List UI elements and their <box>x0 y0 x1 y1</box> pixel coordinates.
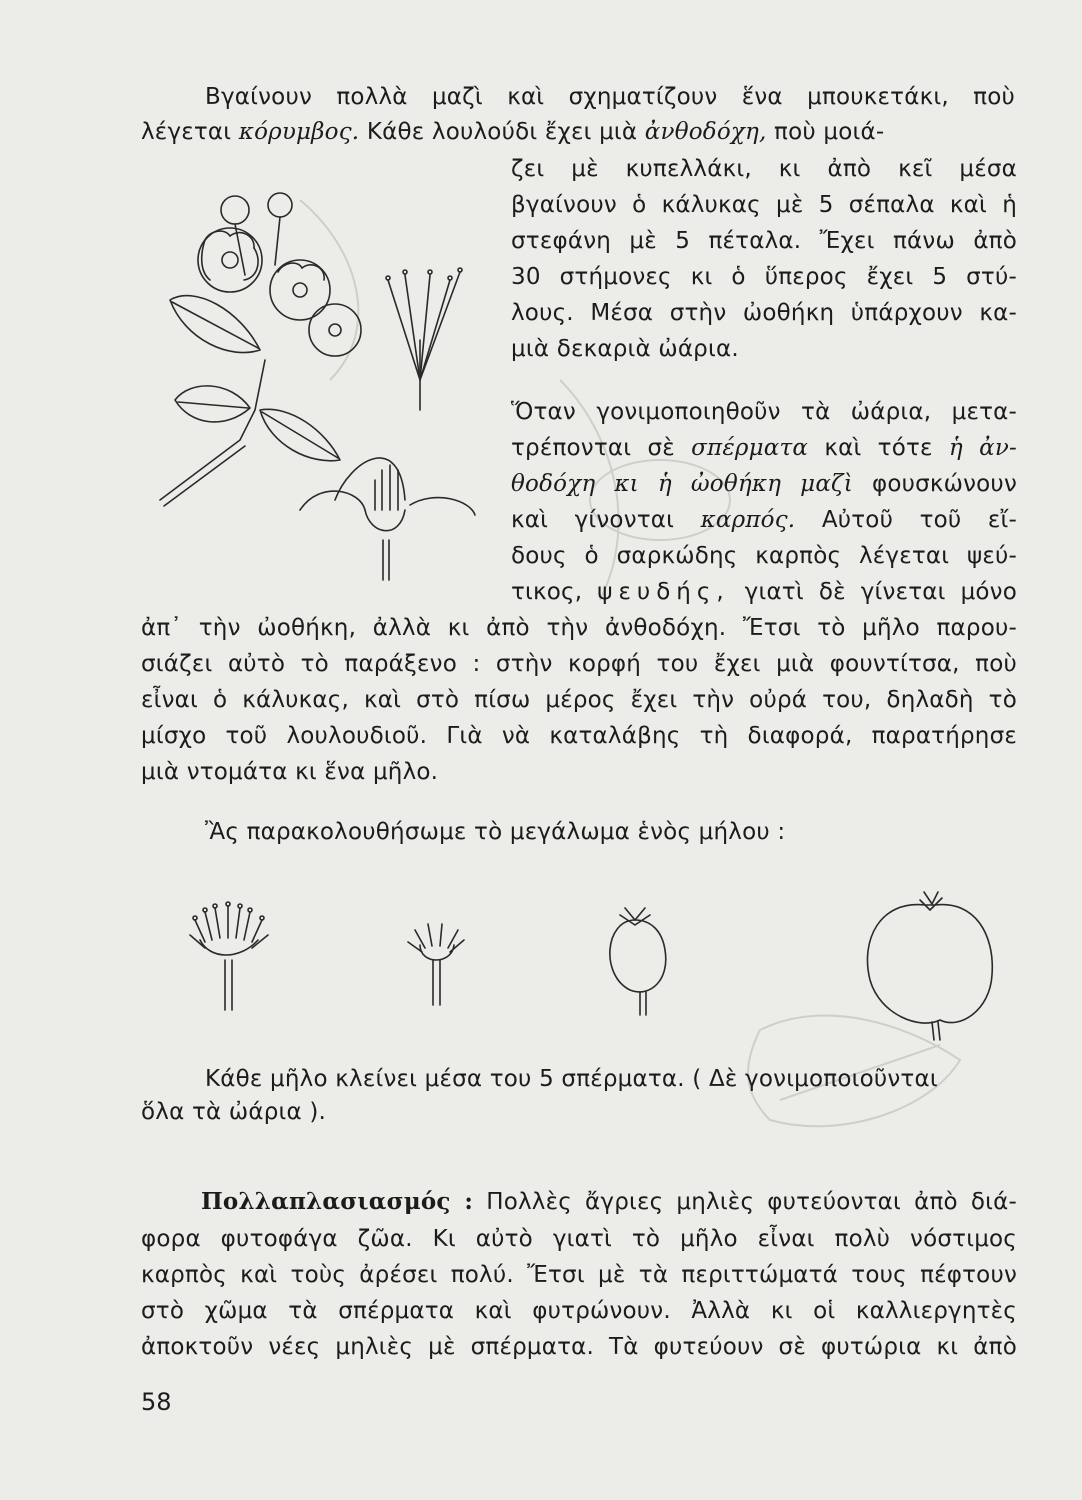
text-line <box>201 1187 1017 1217</box>
text-run: Πολλὲς ἄγριες μηλιὲς φυτεύονται ἀπὸ διά- <box>486 1189 1018 1215</box>
text-line: λους. Μέσα στὴν ὠοθήκη ὑπάρχουν κα- <box>511 300 1017 326</box>
text-line <box>511 577 1017 607</box>
text-run: Κάθε λουλούδι ἔχει μιὰ <box>366 119 638 145</box>
text-line: βγαίνουν ὁ κάλυκας μὲ 5 σέπαλα καὶ ἡ <box>511 192 1017 218</box>
text-run: ποὺ μοιά- <box>774 119 885 145</box>
text-line: Κάθε μῆλο κλείνει μέσα του 5 σπέρματα. ( Δὲ γονιμοποιοῦνται <box>205 1066 938 1092</box>
text-line: καρπὸς καὶ τοὺς ἀρέσει πολύ. Ἔτσι μὲ τὰ περιττώματά τους πέφτουν <box>141 1262 1017 1288</box>
term-korymvos: κόρυμβος. <box>238 119 360 145</box>
text-line: δους ὁ σαρκώδης καρπὸς λέγεται ψεύ- <box>511 543 1017 569</box>
text-line: στὸ χῶμα τὰ σπέρματα καὶ φυτρώνουν. Ἀλλὰ κι οἱ καλλιεργητὲς <box>141 1298 1017 1324</box>
section-heading: Πολλαπλασιασμός : <box>201 1188 474 1215</box>
stage-mature-apple <box>867 892 992 1040</box>
text-run: γιατὶ δὲ γίνεται μόνο <box>744 579 1018 605</box>
term-anthodochi-oothiki: θοδόχη κι ἡ ὠοθήκη μαζὶ <box>511 471 853 497</box>
text-line <box>511 469 1017 499</box>
term-anthodochi: ἀνθοδόχη, <box>644 119 767 145</box>
stage-growing-fruit <box>610 908 666 1015</box>
page-number: 58 <box>141 1388 172 1416</box>
text-line: Ὅταν γονιμοποιηθοῦν τὰ ὠάρια, μετα- <box>511 399 1017 425</box>
stage-flower <box>190 902 268 1010</box>
text-run: καὶ γίνονται <box>511 507 675 533</box>
text-line: μιὰ δεκαριὰ ὠάρια. <box>511 336 739 362</box>
text-line: Ἂς παρακολουθήσωμε τὸ μεγάλωμα ἑνὸς μήλου : <box>205 819 786 845</box>
text-run: φουσκώνουν <box>871 471 1017 497</box>
text-line: μίσχο τοῦ λουλουδιοῦ. Γιὰ νὰ καταλάβης τὴ διαφορά, παρατήρησε <box>141 723 1017 749</box>
text-line: σιάζει αὐτὸ τὸ παράξενο : στὴν κορφή του ἔχει μιὰ φουντίτσα, ποὺ <box>141 651 1017 677</box>
text-line: εἶναι ὁ κάλυκας, καὶ στὸ πίσω μέρος ἔχει τὴν οὐρά του, δηλαδὴ τὸ <box>141 687 1017 713</box>
text-line: ζει μὲ κυπελλάκι, κι ἀπὸ κεῖ μέσα <box>511 156 1017 182</box>
text-line <box>511 433 1017 463</box>
text-run: τρέπονται σὲ <box>511 435 675 461</box>
text-line: 30 στήμονες κι ὁ ὕπερος ἔχει 5 στύ- <box>511 264 1017 290</box>
text-line <box>511 505 1017 535</box>
apple-growth-illustration <box>180 880 1000 1040</box>
term-anthodochi-2: ἡ ἀν- <box>948 435 1018 461</box>
text-run: Αὐτοῦ τοῦ εἴ- <box>821 507 1017 533</box>
text-run: καὶ τότε <box>824 435 933 461</box>
text-line: Βγαίνουν πολλὰ μαζὶ καὶ σχηματίζουν ἕνα μπουκετάκι, ποὺ <box>205 84 1015 110</box>
apple-branch-illustration <box>150 180 500 600</box>
stage-young-fruit <box>408 924 464 1005</box>
term-karpos: καρπός. <box>700 507 796 533</box>
text-line <box>141 117 1017 147</box>
text-line: ἀπ᾽ τὴν ὠοθήκη, ἀλλὰ κι ἀπὸ τὴν ἀνθοδόχη. Ἔτσι τὸ μῆλο παρου- <box>141 615 1017 641</box>
text-line: μιὰ ντομάτα κι ἕνα μῆλο. <box>141 759 439 785</box>
term-pseudis: ψευδής, <box>597 579 730 605</box>
text-line: ὅλα τὰ ὠάρια ). <box>141 1099 327 1125</box>
text-line: φορα φυτοφάγα ζῶα. Κι αὐτὸ γιατὶ τὸ μῆλο εἶναι πολὺ νόστιμος <box>141 1226 1017 1252</box>
text-run: τικος, <box>511 579 583 605</box>
text-line: ἀποκτοῦν νέες μηλιὲς μὲ σπέρματα. Τὰ φυτεύουν σὲ φυτώρια κι ἀπὸ <box>141 1334 1017 1360</box>
text-line: στεφάνη μὲ 5 πέταλα. Ἔχει πάνω ἀπὸ <box>511 228 1017 254</box>
text-run: λέγεται <box>141 119 232 145</box>
term-spermata: σπέρματα <box>691 435 809 461</box>
